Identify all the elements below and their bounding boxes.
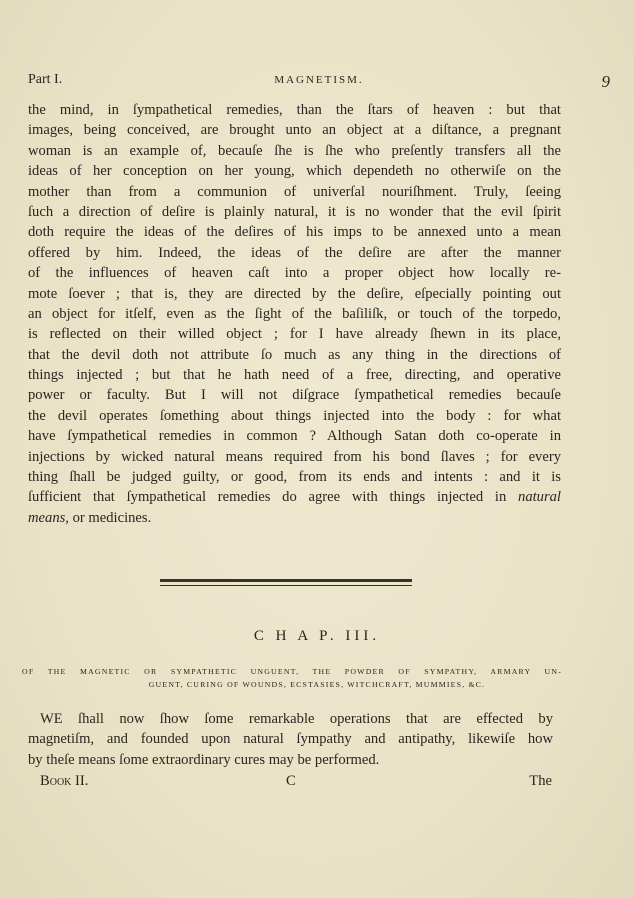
- text-line-tail: or medicines.: [68, 509, 152, 526]
- text-line: things injected ; but that he hath need of a free, directing, and operative: [28, 367, 561, 384]
- text-line: power or faculty. But I will not diſgrace ſympathetical remedies becauſe: [28, 387, 561, 404]
- text-line: [28, 487, 561, 507]
- page-footer: [40, 773, 552, 793]
- text-line: that the devil doth not attribute ſo much as any thing in the directions of: [28, 346, 561, 363]
- text-line: the devil operates ſomething about things injected into the body : for what: [28, 407, 561, 424]
- text-line: images, being conceived, are brought unto an object at a diſtance, a pregnant: [28, 122, 561, 139]
- italic-word: means,: [28, 509, 69, 526]
- page-number: 9: [601, 72, 610, 91]
- section-divider-thick: [160, 579, 412, 582]
- text-line: have ſympathetical remedies in common ? Although Satan doth co-operate in: [28, 428, 561, 445]
- italic-word: natural: [518, 489, 561, 506]
- book-label: Book II.: [40, 773, 89, 789]
- catchword: The: [529, 773, 552, 789]
- body-paragraph: [28, 100, 561, 528]
- chapter-heading: C H A P. III.: [253, 628, 381, 644]
- text-line: ſuch a direction of deſire is plainly natural, it is no wonder that the evil ſpirit: [28, 203, 561, 220]
- text-line: doth require the ideas of the deſires of his imps to be annexed unto a mean: [28, 224, 561, 241]
- text-line: WE ſhall now ſhow ſome remarkable operations that are effected by: [40, 711, 553, 727]
- part-label: Part I.: [28, 72, 63, 87]
- text-line: magnetiſm, and founded upon natural ſympathy and antipathy, likewiſe how: [28, 731, 553, 748]
- chapter-intro-paragraph: [28, 710, 553, 771]
- chapter-subtitle-line-2: GUENT, CURING OF WOUNDS, ECSTASIES, WITCHCRAFT, MUMMIES, &C.: [148, 680, 486, 689]
- text-line: by theſe means ſome extraordinary cures may be performed.: [28, 751, 380, 768]
- text-line: mother than from a communion of univerſal nouriſhment. Truly, ſeeing: [28, 183, 561, 200]
- text-line: of the influences of heaven caſt into a proper object how locally re-: [28, 265, 561, 282]
- text-line: is reflected on their willed object ; for I have already ſhewn in its place,: [28, 326, 561, 343]
- text-line: ideas of her conception on her young, which dependeth no otherwiſe on the: [28, 163, 561, 180]
- signature-mark: C: [286, 773, 296, 789]
- text-line: woman is an example of, becauſe ſhe is ſhe who preſently transfers all the: [28, 142, 561, 159]
- text-line: injections by wicked natural means required from his bond ſlaves ; for every: [28, 448, 561, 465]
- chapter-subtitle-line-1: OF THE MAGNETIC OR SYMPATHETIC UNGUENT, THE POWDER OF SYMPATHY, ARMARY UN-: [22, 667, 562, 676]
- text-line-last: [28, 508, 561, 528]
- running-title: MAGNETISM.: [274, 74, 364, 86]
- text-line: the mind, in ſympathetical remedies, than the ſtars of heaven : but that: [28, 102, 561, 118]
- text-line: mote ſoever ; that is, they are directed by the deſire, eſpecially pointing out: [28, 285, 561, 302]
- text-line: thing ſhall be judged guilty, or good, from its ends and intents : and it is: [28, 469, 561, 486]
- section-divider-thin: [160, 585, 412, 586]
- text-line: an object for itſelf, even as the ſight of the baſiliſk, or touch of the torpedo,: [28, 305, 561, 322]
- text-line-body: ſufficient that ſympathetical remedies do agree with things injected in: [28, 489, 507, 506]
- running-header: [28, 72, 610, 92]
- text-line: offered by him. Indeed, the ideas of the deſire are after the manner: [28, 244, 561, 261]
